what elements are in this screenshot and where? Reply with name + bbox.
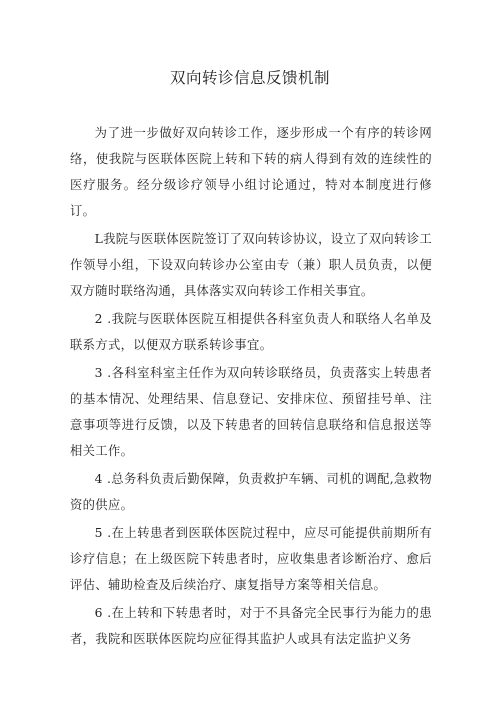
paragraph-item-4: 4 .总务科负责后勤保障，负责救护车辆、司机的调配,急救物资的供应。	[70, 472, 432, 512]
document-body	[70, 120, 432, 654]
paragraph-item-1: L我院与医联体医院签订了双向转诊协议，设立了双向转诊工作领导小组，下设双向转诊办公室由专（兼）职人员负责，以便双方随时联络沟通，具体落实双向转诊工作相关事宜。	[70, 232, 432, 298]
paragraph-item-5: 5 .在上转患者到医联体医院过程中，应尽可能提供前期所有诊疗信息；在上级医院下转患者时，应收集患者诊断治疗、愈后评估、辅助检查及后续治疗、康复指导方案等相关信息。	[70, 526, 432, 592]
paragraph-item-2: 2 .我院与医联体医院互相提供各科室负责人和联络人名单及联系方式，以便双方联系转诊事宜。	[70, 312, 432, 352]
paragraph-item-3: 3 .各科室科室主任作为双向转诊联络员，负责落实上转患者的基本情况、处理结果、信息登记、安排床位、预留挂号单、注意事项等进行反馈，以及下转患者的回转信息联络和信息报送等相关工作。	[70, 366, 432, 458]
document-title: 双向转诊信息反馈机制	[169, 69, 330, 87]
paragraph-intro: 为了进一步做好双向转诊工作，逐步形成一个有序的转诊网络，使我院与医联体医院上转和下转的病人得到有效的连续性的医疗服务。经分级诊疗领导小组讨论通过，特对本制度进行修订。	[70, 126, 432, 218]
paragraph-item-6: 6 .在上转和下转患者时，对于不具备完全民事行为能力的患者，我院和医联体医院均应征得其监护人或具有法定监护义务	[70, 606, 432, 646]
